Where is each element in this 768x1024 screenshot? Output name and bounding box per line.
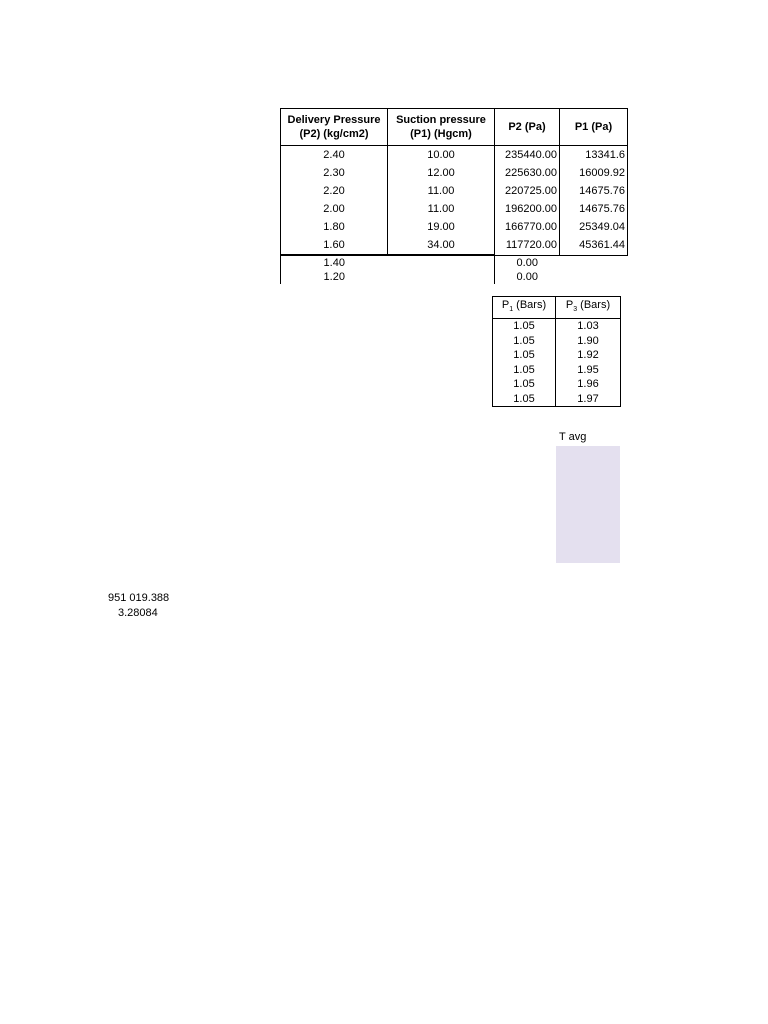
table-cell: 1.05: [493, 334, 556, 349]
table-cell: 1.96: [556, 377, 621, 392]
header-line: Suction pressure: [396, 114, 486, 126]
tavg-shade: [556, 534, 620, 549]
header-p1-pa: P1 (Pa): [560, 109, 628, 146]
table-cell: 1.05: [493, 348, 556, 363]
table-cell: 12.00: [388, 164, 495, 182]
table-cell: 235440.00: [495, 146, 560, 165]
table-cell: 1.05: [493, 392, 556, 407]
table-cell: 196200.00: [495, 200, 560, 218]
table-row: [281, 218, 628, 236]
header-suction-pressure: [388, 109, 495, 146]
table-cell: [560, 270, 628, 284]
table-cell: 1.03: [556, 319, 621, 334]
table-cell: 16009.92: [560, 164, 628, 182]
table-cell: 2.40: [281, 146, 388, 165]
table-cell: 1.97: [556, 392, 621, 407]
table-cell: 1.92: [556, 348, 621, 363]
table-cell: 2.20: [281, 182, 388, 200]
table-cell: 1.05: [493, 363, 556, 378]
table-cell: 45361.44: [560, 236, 628, 255]
table-row: [493, 348, 621, 363]
table-cell: 0.00: [516, 271, 538, 283]
tavg-shade: [556, 504, 620, 519]
table-cell: 11.00: [388, 182, 495, 200]
table-cell: 1.05: [493, 377, 556, 392]
header-delivery-pressure: [281, 109, 388, 146]
table-cell: 13341.6: [560, 146, 628, 165]
header-line: Delivery Pressure: [287, 114, 381, 126]
header-p2-pa: P2 (Pa): [495, 109, 560, 146]
table-cell: 19.00: [388, 218, 495, 236]
header-p3-bars: $P_3$ (Bars): [556, 297, 621, 319]
table-cell: 14675.76: [560, 200, 628, 218]
table-cell: 220725.00: [495, 182, 560, 200]
table-row: [281, 270, 628, 284]
table-row: [281, 182, 628, 200]
table-row: [493, 363, 621, 378]
tavg-shade: [556, 490, 620, 505]
table-row: [493, 334, 621, 349]
table-cell: 25349.04: [560, 218, 628, 236]
bars-table: [492, 296, 621, 407]
table-cell: [388, 270, 495, 284]
table-cell: 1.40: [281, 255, 388, 270]
table-cell: 11.00: [388, 200, 495, 218]
table-cell: 1.90: [556, 334, 621, 349]
table-row: [493, 377, 621, 392]
header-line: (P1) (Hgcm): [410, 128, 472, 140]
tavg-shade: [556, 519, 620, 534]
table-cell: 1.60: [281, 236, 388, 255]
table-cell: 1.80: [281, 218, 388, 236]
header-line: (P2) (kg/cm2): [299, 128, 369, 140]
pressure-table: [280, 108, 628, 284]
table-row: [281, 146, 628, 165]
table-row: [493, 392, 621, 407]
table-cell: 1.95: [556, 363, 621, 378]
tavg-shade: [556, 548, 620, 563]
tavg-shade: [556, 475, 620, 490]
table-cell: 2.30: [281, 164, 388, 182]
table-cell: 117720.00: [495, 236, 560, 255]
table-cell: 1.20: [281, 270, 388, 284]
tavg-shade: [556, 446, 620, 461]
note-value-2: 3.28084: [118, 607, 158, 619]
table-cell: 225630.00: [495, 164, 560, 182]
table-cell: [388, 255, 495, 270]
tavg-label: T avg: [559, 431, 587, 443]
table-cell: 1.05: [493, 319, 556, 334]
tavg-shade: [556, 461, 620, 476]
table-cell: 0.00: [516, 256, 538, 269]
table-row: [281, 255, 628, 270]
table-row: [493, 319, 621, 334]
header-p1-bars: $P_1$ (Bars): [493, 297, 556, 319]
table-cell: 2.00: [281, 200, 388, 218]
table-cell: 14675.76: [560, 182, 628, 200]
table-cell: [560, 255, 628, 270]
note-value-1: 951 019.388: [108, 592, 170, 604]
table-row: [281, 200, 628, 218]
table-cell: 166770.00: [495, 218, 560, 236]
table-row: [281, 164, 628, 182]
table-row: [281, 236, 628, 255]
table-cell: 34.00: [388, 236, 495, 255]
table-cell: 10.00: [388, 146, 495, 165]
